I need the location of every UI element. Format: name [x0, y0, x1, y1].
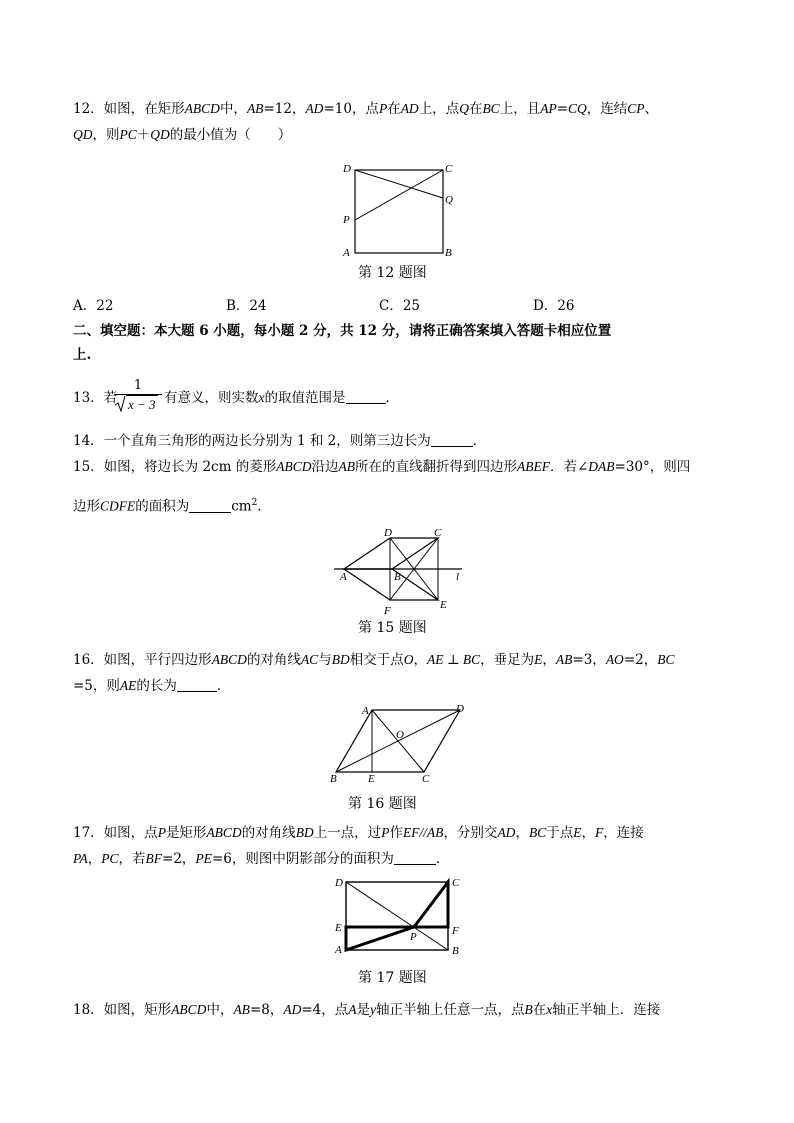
q12-segment-dq — [355, 170, 443, 198]
q13-fraction — [114, 378, 162, 413]
q15-line1: 15．如图，将边长为 2cm 的菱形ABCD沿边AB所在的直线翻折得到四边形ABEF．若∠DAB=30°，则四 — [73, 459, 691, 475]
q12-option-a: A．22 — [73, 298, 114, 314]
q17-figure — [332, 874, 464, 958]
q16-line1: 16．如图，平行四边形ABCD的对角线AC与BD相交于点O，AE ⊥ BC，垂足为E，AB=3，AO=2，BC — [73, 652, 675, 668]
q17-answer-blank[interactable] — [394, 850, 436, 865]
q13-radicand: x − 3 — [128, 397, 156, 412]
q15-label-l: l — [456, 571, 460, 583]
q16-label-a: A — [362, 705, 369, 717]
q12-label-d: D — [343, 163, 351, 175]
q17-caption: 第 17 题图 — [358, 970, 427, 986]
q12-option-b: B．24 — [226, 298, 267, 314]
q15-label-f: F — [384, 605, 391, 617]
q15-rhombus-abef — [344, 569, 438, 600]
q13-numerator: 1 — [133, 378, 143, 393]
q12-label-c: C — [445, 163, 453, 175]
q16-label-b: B — [330, 773, 337, 785]
q13-text: 有意义，则实数x的取值范围是 ． — [164, 390, 399, 406]
q17-label-a: A — [335, 944, 342, 956]
q12-caption: 第 12 题图 — [358, 265, 427, 281]
q17-label-p: P — [410, 931, 417, 943]
q14-answer-blank[interactable] — [431, 432, 473, 447]
q15-line2: 边形CDFE的面积为 $cm^2$． — [73, 498, 271, 515]
q16-figure — [328, 702, 470, 786]
q12-label-p: P — [343, 214, 350, 226]
q13-prefix: 13．若 — [73, 390, 118, 406]
q12-label-a: A — [343, 247, 350, 259]
q17-segment-pc — [414, 882, 448, 927]
q17-diagonal-bd — [346, 882, 448, 950]
q15-answer-blank[interactable] — [189, 498, 231, 513]
q12-label-q: Q — [445, 194, 453, 206]
q15-label-b: B — [394, 571, 401, 583]
q15-rhombus-abcd — [344, 538, 438, 569]
q15-label-d: D — [384, 527, 392, 539]
q12-line2: QD，则PC＋QD的最小值为（ ） — [73, 127, 292, 143]
q17-label-b: B — [452, 945, 459, 957]
q16-line2: =5，则AE的长为 ． — [73, 678, 231, 694]
q17-line2: PA，PC，若BF=2，PE=6，则图中阴影部分的面积为 ． — [73, 851, 450, 867]
q15-label-c: C — [434, 527, 442, 539]
section2-heading-cont: 上. — [73, 347, 92, 363]
section2-heading: 二、填空题：本大题 6 小题，每小题 2 分，共 12 分，请将正确答案填入答题卡相应位置 — [73, 323, 612, 339]
q17-label-d: D — [335, 877, 343, 889]
q16-label-d: D — [456, 703, 464, 715]
q17-segment-pa — [346, 927, 414, 950]
q12-rectangle — [355, 170, 443, 253]
q12-figure — [335, 158, 465, 264]
q15-label-a: A — [340, 571, 347, 583]
q12-line1: 12．如图，在矩形ABCD中，AB=12，AD=10，点P在AD上，点Q在BC上，且AP=CQ，连结CP、 — [73, 101, 659, 117]
q12-option-d: D．26 — [533, 298, 575, 314]
q17-line1: 17．如图，点P是矩形ABCD的对角线BD上一点，过P作EF//AB，分别交AD，BC于点E，F，连接 — [73, 825, 644, 841]
q16-label-o: O — [396, 729, 404, 741]
q16-label-e: E — [368, 773, 375, 785]
q18-line1: 18．如图，矩形ABCD中，AB=8，AD=4，点A是y轴正半轴上任意一点，点B在x轴正半轴上．连接 — [73, 1002, 661, 1018]
q16-caption: 第 16 题图 — [348, 796, 417, 812]
q12-segment-pc — [355, 170, 443, 220]
q17-label-f: F — [452, 925, 459, 937]
q16-answer-blank[interactable] — [177, 677, 217, 692]
q16-label-c: C — [422, 773, 430, 785]
q14-text: 14．一个直角三角形的两边长分别为 1 和 2，则第三边长为 ． — [73, 433, 487, 449]
q12-label-b: B — [445, 247, 452, 259]
q15-figure — [332, 527, 464, 617]
q17-label-c: C — [452, 877, 460, 889]
q15-label-e: E — [440, 599, 447, 611]
q13-answer-blank[interactable] — [346, 389, 386, 404]
q17-label-e: E — [335, 922, 342, 934]
q13-sqrt-sign — [114, 395, 126, 413]
q15-caption: 第 15 题图 — [358, 620, 427, 636]
q12-option-c: C．25 — [379, 298, 421, 314]
